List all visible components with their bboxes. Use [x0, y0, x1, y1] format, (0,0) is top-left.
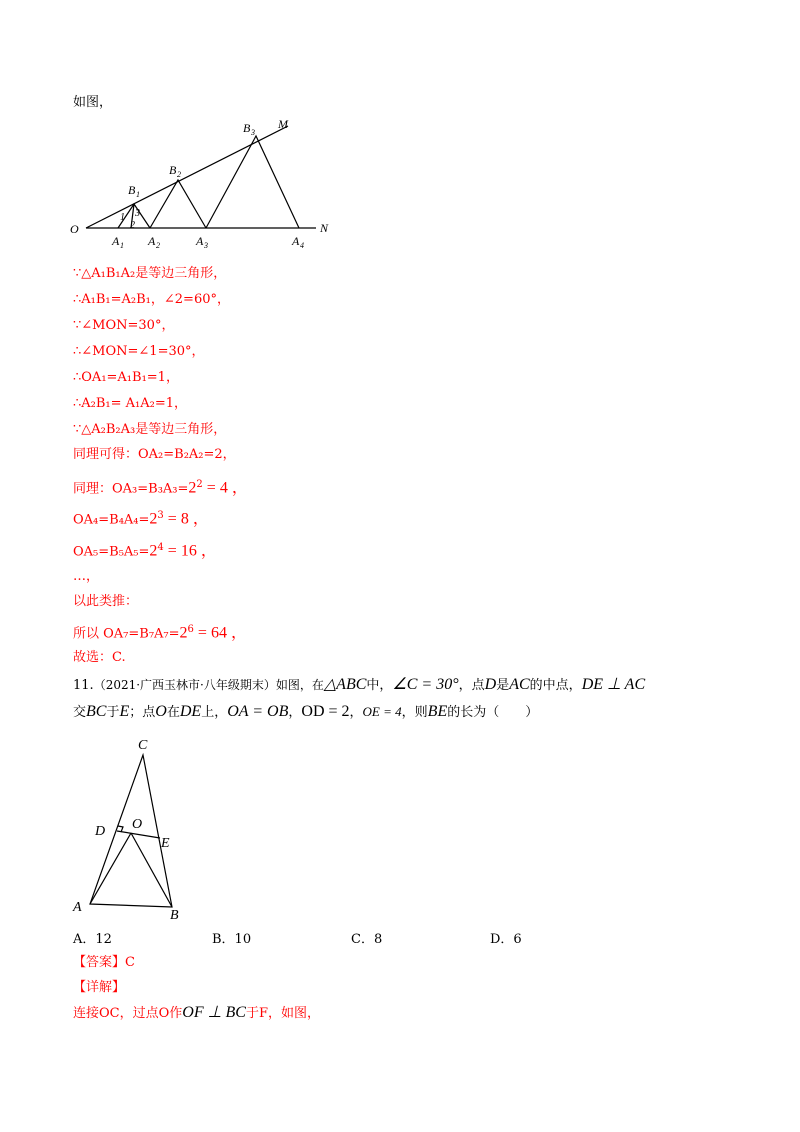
- q11-O: O: [155, 703, 167, 720]
- fig1-angle-1: 1: [120, 212, 125, 223]
- detail-label: 【详解】: [73, 980, 126, 995]
- conclusion-base: 2: [179, 624, 188, 642]
- q11-text-3: 是: [496, 678, 510, 693]
- q11-l2e: 上，: [201, 705, 228, 720]
- conclusion-lead: 所以 OA₇=B₇A₇=: [73, 626, 180, 642]
- analogy-line: 以此类推：: [73, 594, 139, 609]
- fig2-label-B: B: [170, 908, 179, 920]
- detail-of-perp: OF ⊥ BC: [182, 1004, 246, 1021]
- fig1-label-B3: B: [243, 121, 251, 135]
- detail-text-2: 于F，如图，: [245, 1006, 321, 1021]
- question-11-line-2: [73, 703, 538, 722]
- figure-triangle-abc: [66, 735, 196, 920]
- fig1-sub-A3: 3: [204, 241, 208, 250]
- q11-oe: OE = 4: [362, 704, 402, 719]
- solution-line-4: ∴∠MON=∠1=30°，: [73, 344, 205, 359]
- power-line-3: [73, 539, 217, 561]
- fig1-label-A4: A: [292, 234, 300, 248]
- fig1-label-O: O: [70, 222, 79, 236]
- solution-line-6: ∴A₂B₁= A₁A₂=1，: [73, 396, 188, 411]
- fig2-label-D: D: [95, 824, 106, 839]
- fig1-sub-A4: 4: [300, 241, 304, 250]
- conclusion-tail: = 64 ，: [193, 624, 247, 642]
- option-c[interactable]: C．8: [351, 932, 383, 947]
- power-line-1-tail: = 4 ，: [202, 479, 248, 497]
- solution-line-2: ∴A₁B₁=A₂B₁，∠2=60°，: [73, 292, 230, 307]
- fig2-label-E: E: [161, 836, 170, 851]
- fig1-label-A1: A: [112, 234, 120, 248]
- option-b[interactable]: B．10: [212, 932, 252, 947]
- fig1-sub-A2: 2: [156, 241, 160, 250]
- fig2-label-C: C: [138, 738, 148, 753]
- power-line-2: [73, 507, 209, 529]
- solution-line-1: ∵△A₁B₁A₂是等边三角形，: [73, 266, 227, 281]
- fig1-label-A3: A: [196, 234, 204, 248]
- power-line-2-base: 2: [149, 510, 158, 528]
- power-line-3-tail: = 16 ，: [163, 542, 217, 560]
- q11-triangle: △ABC: [323, 676, 367, 693]
- option-a[interactable]: A．12: [73, 932, 112, 947]
- figure-angle-equilateral-triangles: [66, 112, 346, 252]
- q11-point-D: D: [484, 676, 497, 693]
- fig1-angle-3: 3: [135, 208, 140, 219]
- q11-l2f: ，: [288, 705, 302, 720]
- answer-label: 【答案】C: [73, 955, 135, 970]
- conclusion-line: [73, 621, 247, 643]
- power-line-2-tail: = 8 ，: [163, 510, 209, 528]
- q11-l2c: ；点: [129, 705, 156, 720]
- solution-line-7: ∵△A₂B₂A₃是等边三角形，: [73, 422, 227, 437]
- ellipsis-line: …，: [73, 569, 100, 584]
- fig2-label-A: A: [73, 900, 82, 915]
- q11-od: OD = 2: [301, 703, 350, 720]
- q11-BE: BE: [427, 703, 448, 720]
- intro-text: 如图，: [73, 95, 113, 110]
- conclusion-exp: 6: [187, 624, 194, 635]
- fig1-sub-B2: 2: [177, 170, 181, 179]
- fig2-label-O: O: [132, 817, 143, 832]
- fig1-label-M: M: [278, 117, 288, 131]
- fig1-label-B1: B: [128, 183, 136, 197]
- q11-angle: ∠C = 30°: [392, 676, 459, 693]
- solution-line-5: ∴OA₁=A₁B₁=1，: [73, 370, 179, 385]
- power-line-1: [73, 476, 248, 498]
- power-line-1-base: 2: [188, 479, 197, 497]
- power-line-1-lead: 同理：OA₃=B₃A₃=: [73, 481, 189, 497]
- q11-DE: DE: [179, 703, 202, 720]
- fig1-angle-2: 2: [130, 220, 135, 231]
- answer-choice-line: 故选：C.: [73, 650, 126, 665]
- option-d[interactable]: D．6: [490, 932, 522, 947]
- q11-l2g: ，: [349, 705, 363, 720]
- q11-l2i: 的长为（ ）: [447, 705, 539, 720]
- power-line-2-lead: OA₄=B₄A₄=: [73, 512, 150, 528]
- q11-l2a: 交: [73, 705, 87, 720]
- question-11-line-1: [73, 676, 645, 695]
- power-line-2-exp: 3: [157, 510, 164, 521]
- q11-text-1: 中，: [366, 678, 393, 693]
- detail-text-1: 连接OC，过点O作: [73, 1006, 183, 1021]
- fig1-label-N: N: [320, 221, 329, 235]
- power-line-3-lead: OA₅=B₅A₅=: [73, 544, 150, 560]
- q11-text-2: ，点: [458, 678, 485, 693]
- fig1-sub-A1: 1: [120, 241, 124, 250]
- solution-line-3: ∵∠MON=30°，: [73, 318, 175, 333]
- q11-E: E: [119, 703, 130, 720]
- detail-line: [73, 1004, 320, 1023]
- q11-segment-AC: AC: [509, 676, 530, 693]
- power-line-3-base: 2: [149, 542, 158, 560]
- fig1-label-A2: A: [148, 234, 156, 248]
- solution-line-8: 同理可得：OA₂=B₂A₂=2，: [73, 447, 236, 462]
- q11-source: （2021·广西玉林市·八年级期末）如图，在: [93, 678, 324, 692]
- fig1-sub-B1: 1: [136, 190, 140, 199]
- q11-oaob: OA = OB: [227, 703, 289, 720]
- power-line-1-exp: 2: [196, 479, 203, 490]
- q11-text-4: 的中点，: [529, 678, 582, 693]
- fig1-label-B2: B: [169, 163, 177, 177]
- q11-l2d: 在: [166, 705, 180, 720]
- q11-number: 11.: [73, 678, 94, 693]
- q11-perp: DE ⊥ AC: [581, 676, 646, 693]
- power-line-3-exp: 4: [157, 542, 164, 553]
- q11-l2b: 于: [106, 705, 120, 720]
- q11-BC: BC: [86, 703, 107, 720]
- q11-l2h: ，则: [401, 705, 428, 720]
- fig1-sub-B3: 3: [251, 128, 255, 137]
